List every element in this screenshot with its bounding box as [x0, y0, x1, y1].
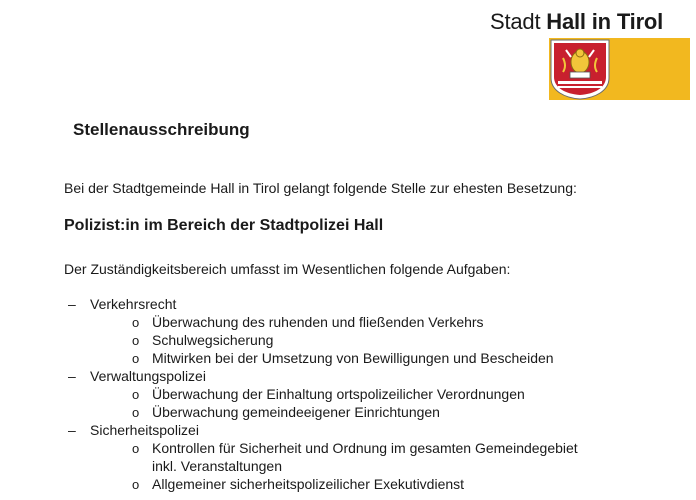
dash-marker: –: [68, 368, 76, 384]
wordmark-prefix: Stadt: [490, 9, 541, 34]
dash-marker: –: [68, 422, 76, 438]
task-item: Überwachung gemeindeeigener Einrichtungen: [152, 404, 440, 420]
intro-text: Bei der Stadtgemeinde Hall in Tirol gelangt folgende Stelle zur ehesten Besetzung:: [64, 180, 577, 196]
bullet-marker: o: [132, 441, 140, 456]
bullet-marker: o: [132, 405, 140, 420]
bullet-marker: o: [132, 315, 140, 330]
task-item: Kontrollen für Sicherheit und Ordnung im gesamten Gemeindegebiet: [152, 440, 578, 456]
tasks-lead-text: Der Zuständigkeitsbereich umfasst im Wesentlichen folgende Aufgaben:: [64, 261, 511, 277]
city-wordmark: [490, 8, 663, 36]
bullet-marker: o: [132, 387, 140, 402]
dash-marker: –: [68, 296, 76, 312]
task-item-continuation: inkl. Veranstaltungen: [152, 458, 282, 474]
category-label: Verwaltungspolizei: [90, 368, 206, 384]
document-heading: Stellenausschreibung: [73, 120, 250, 139]
bullet-marker: o: [132, 351, 140, 366]
task-item: Schulwegsicherung: [152, 332, 274, 348]
wordmark-name: Hall in Tirol: [546, 9, 664, 34]
task-item: Überwachung des ruhenden und fließenden Verkehrs: [152, 314, 484, 330]
task-item: Mitwirken bei der Umsetzung von Bewilligungen und Bescheiden: [152, 350, 554, 366]
bullet-marker: o: [132, 477, 140, 492]
brand-color-band: [549, 38, 690, 100]
position-title: Polizist:in im Bereich der Stadtpolizei Hall: [64, 217, 384, 234]
city-coat-of-arms-icon: [551, 40, 609, 99]
bullet-marker: o: [132, 333, 140, 348]
task-item: Allgemeiner sicherheitspolizeilicher Exekutivdienst: [152, 476, 465, 492]
category-label: Sicherheitspolizei: [90, 422, 199, 438]
category-label: Verkehrsrecht: [90, 296, 177, 312]
task-item: Überwachung der Einhaltung ortspolizeilicher Verordnungen: [152, 386, 525, 402]
